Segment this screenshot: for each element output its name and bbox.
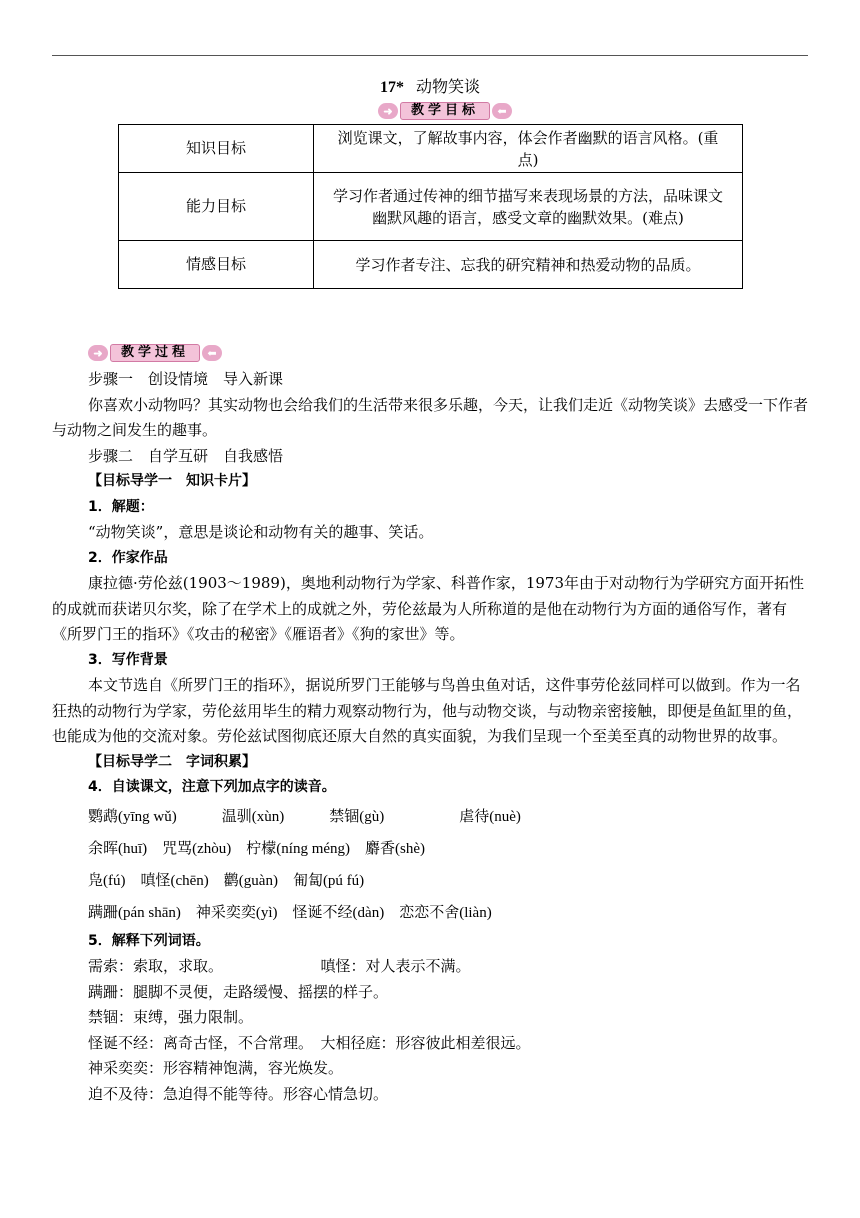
- intro-paragraph: 你喜欢小动物吗？其实动物也会给我们的生活带来很多乐趣，今天，让我们走近《动物笑谈》去感受一下作者与动物之间发生的趣事。: [52, 395, 809, 439]
- lesson-title: [0, 74, 860, 97]
- arrow-left-icon: ⬅: [492, 103, 512, 119]
- arrow-right-icon: ➜: [88, 345, 108, 361]
- section-1-heading: 1．解题：: [88, 498, 154, 515]
- pinyin-line: 鹦鹉(yīng wǔ) 温驯(xùn) 禁锢(gù) 虐待(nuè): [88, 808, 521, 825]
- process-banner-label: 教学过程: [110, 344, 200, 362]
- section-3-heading: 3．写作背景: [88, 651, 168, 668]
- section-1-text: “动物笑谈”，意思是谈论和动物有关的趣事、笑话。: [88, 523, 434, 541]
- guide-two-heading: 【目标导学二 字词积累】: [88, 753, 256, 770]
- lesson-number: 17*: [379, 79, 404, 96]
- goal-key: 能力目标: [119, 173, 314, 241]
- goal-row-knowledge: [119, 125, 743, 173]
- goal-row-emotion: [119, 241, 743, 289]
- lesson-content: [52, 367, 808, 1107]
- goals-banner: [378, 102, 512, 120]
- arrow-left-icon: ⬅: [202, 345, 222, 361]
- definition-line: 禁锢：束缚，强力限制。: [88, 1008, 254, 1026]
- section-2-heading: 2．作家作品: [88, 549, 168, 566]
- definition-line: 迫不及待：急迫得不能等待。形容心情急切。: [88, 1084, 389, 1103]
- step-one-heading: 步骤一 创设情境 导入新课: [88, 370, 284, 388]
- guide-one-heading: 【目标导学一 知识卡片】: [88, 473, 256, 489]
- pinyin-line: 凫(fú) 嗔怪(chēn) 鹳(guàn) 匍匐(pú fú): [88, 872, 365, 889]
- goal-value: 学习作者专注、忘我的研究精神和热爱动物的品质。: [314, 241, 743, 289]
- step-two-heading: 步骤二 自学互研 自我感悟: [88, 446, 284, 465]
- goal-key: 知识目标: [119, 125, 314, 173]
- goal-row-ability: [119, 173, 743, 241]
- definition-line: 怪诞不经：离奇古怪，不合常理。 大相径庭：形容彼此相差很远。: [88, 1033, 531, 1052]
- pinyin-line: 余晖(huī) 咒骂(zhòu) 柠檬(níng méng) 麝香(shè): [88, 840, 426, 857]
- definition-line: 需索：索取，求取。 嗔怪：对人表示不满。: [88, 957, 471, 975]
- pinyin-line: 蹒跚(pán shān) 神采奕奕(yì) 怪诞不经(dàn) 恋恋不舍(liàn): [88, 904, 492, 921]
- goal-key: 情感目标: [119, 241, 314, 289]
- lesson-name: 动物笑谈: [415, 77, 480, 96]
- goal-value: 浏览课文，了解故事内容，体会作者幽默的语言风格。(重点): [314, 125, 743, 173]
- process-banner: [88, 344, 222, 362]
- section-2-text: 康拉德·劳伦兹(1903～1989)，奥地利动物行为学家、科普作家，1973年由于对动物行为学研究方面开拓性的成就而获诺贝尔奖，除了在学术上的成就之外，劳伦兹最为人所称道的是他在动物行为方面的通俗写作，著有《所罗门王的指环》《攻击的秘密》《雁语者》《狗的家世》等。: [52, 574, 804, 643]
- header-rule: [52, 55, 808, 56]
- definition-line: 神采奕奕：形容精神饱满，容光焕发。: [88, 1059, 344, 1077]
- section-4-heading: 4．自读课文，注意下列加点字的读音。: [88, 779, 336, 795]
- goal-value: 学习作者通过传神的细节描写来表现场景的方法，品味课文幽默风趣的语言，感受文章的幽默效果。(难点): [314, 173, 743, 241]
- arrow-right-icon: ➜: [378, 103, 398, 119]
- section-5-heading: 5．解释下列词语。: [88, 932, 210, 949]
- goals-banner-label: 教学目标: [400, 102, 490, 120]
- goals-table: [118, 124, 743, 289]
- definition-line: 蹒跚：腿脚不灵便，走路缓慢、摇摆的样子。: [88, 982, 389, 1001]
- section-3-text: 本文节选自《所罗门王的指环》，据说所罗门王能够与鸟兽虫鱼对话，这件事劳伦兹同样可以做到。作为一名狂热的动物行为学家，劳伦兹用毕生的精力观察动物行为，他与动物交谈，与动物亲密接触，即便是鱼缸里的鱼，也能成为他的交流对象。劳伦兹试图彻底还原大自然的真实面貌，为我们呈现一个至美至真的动物世界的故事。: [52, 676, 803, 745]
